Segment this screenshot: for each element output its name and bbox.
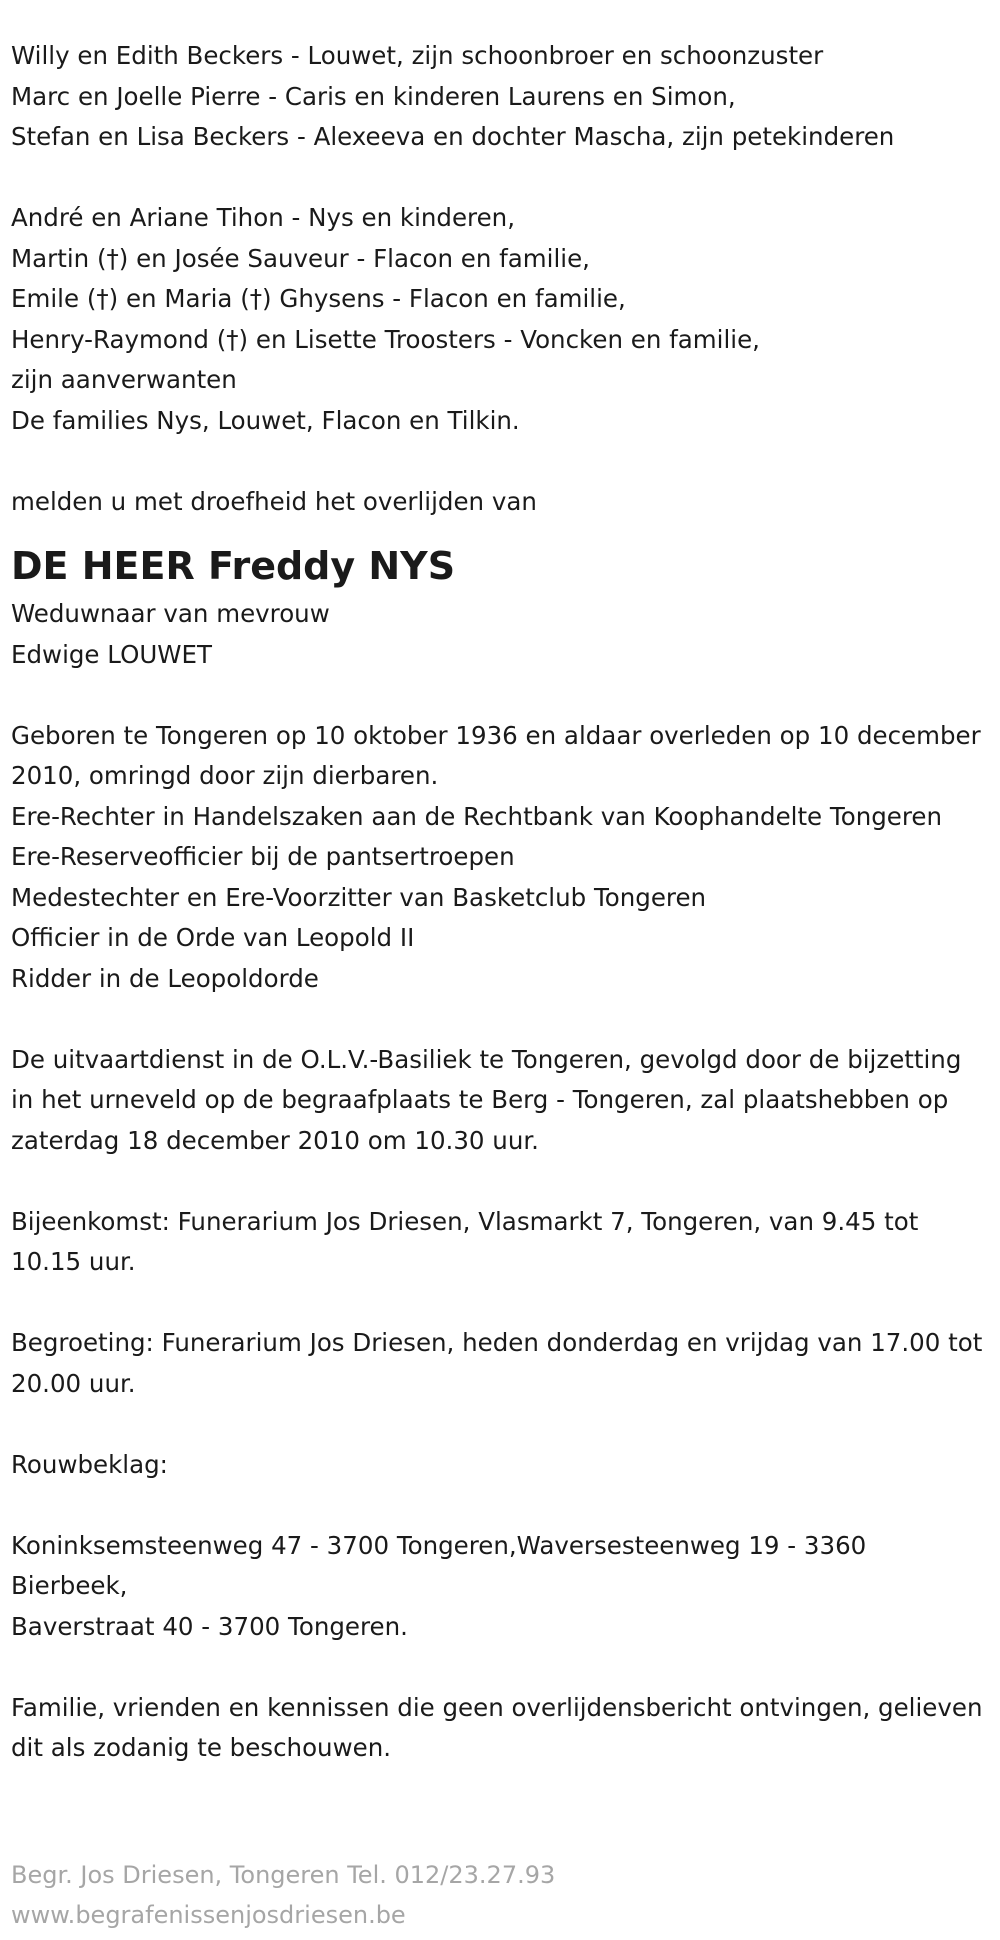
gathering (11, 1202, 990, 1283)
title-line: Ere-Rechter in Handelszaken aan de Rechtbank van Koophandelte Tongeren (11, 801, 942, 831)
biography (11, 716, 990, 1000)
announcement (11, 482, 990, 523)
title-line: Ere-Reserveofficier bij de pantsertroepen (11, 842, 515, 871)
title-line: Medestechter en Ere-Voorzitter van Basketclub Tongeren (11, 882, 707, 912)
birth-death-text: Geboren te Tongeren op 10 oktober 1936 en aldaar overleden op 10 december 2010, omringd door zijn dierbaren. (11, 720, 981, 790)
condolence-address: Baverstraat 40 - 3700 Tongeren. (11, 1611, 408, 1641)
funeral-service-text: De uitvaartdienst in de O.L.V.-Basiliek te Tongeren, gevolgd door de bijzetting in het urneveld op de begraafplaats te Berg - Tongeren, zal plaatshebben op zaterdag 18 december 2010 om 10.30 uur. (11, 1044, 962, 1155)
gathering-text: Bijeenkomst: Funerarium Jos Driesen, Vlasmarkt 7, Tongeren, van 9.45 tot 10.15 uur. (11, 1206, 919, 1276)
spouse-name: Edwige LOUWET (11, 639, 212, 669)
funeral-service (11, 1040, 990, 1162)
family-line: De families Nys, Louwet, Flacon en Tilkin. (11, 405, 520, 435)
greeting (11, 1323, 990, 1404)
family-line: zijn aanverwanten (11, 365, 237, 394)
deceased-section (11, 536, 990, 675)
announcement-text: melden u met droefheid het overlijden van (11, 486, 537, 516)
closing-note-text: Familie, vrienden en kennissen die geen overlijdensbericht ontvingen, gelieven dit als zodanig te beschouwen. (11, 1692, 983, 1762)
condolences-label-block (11, 1445, 990, 1486)
undertaker-info: Begr. Jos Driesen, Tongeren Tel. 012/23.27.93 (11, 1861, 556, 1889)
family-group-1 (11, 36, 990, 158)
family-line: Marc en Joelle Pierre - Caris en kinderen Laurens en Simon, (11, 81, 736, 111)
widower-line: Weduwnaar van mevrouw (11, 599, 330, 628)
family-line: Henry-Raymond (†) en Lisette Troosters - Voncken en familie, (11, 324, 760, 354)
greeting-text: Begroeting: Funerarium Jos Driesen, heden donderdag en vrijdag van 17.00 tot 20.00 uur. (11, 1328, 983, 1398)
family-line: Stefan en Lisa Beckers - Alexeeva en dochter Mascha, zijn petekinderen (11, 122, 895, 151)
footer (11, 1855, 555, 1935)
family-line: André en Ariane Tihon - Nys en kinderen, (11, 203, 515, 232)
closing-note (11, 1688, 990, 1769)
undertaker-website-link[interactable]: www.begrafenissenjosdriesen.be (11, 1901, 406, 1929)
family-line: Martin (†) en Josée Sauveur - Flacon en familie, (11, 243, 590, 273)
family-line: Emile (†) en Maria (†) Ghysens - Flacon en familie, (11, 284, 626, 313)
title-line: Officier in de Orde van Leopold II (11, 923, 415, 952)
title-line: Ridder in de Leopoldorde (11, 963, 319, 993)
condolence-address: Koninksemsteenweg 47 - 3700 Tongeren,Waversesteenweg 19 - 3360 Bierbeek, (11, 1530, 867, 1600)
family-group-2 (11, 198, 990, 441)
family-line: Willy en Edith Beckers - Louwet, zijn schoonbroer en schoonzuster (11, 41, 824, 70)
condolences-addresses (11, 1526, 990, 1648)
condolences-label: Rouwbeklag: (11, 1449, 168, 1479)
deceased-name: DE HEER Freddy NYS (11, 544, 456, 588)
